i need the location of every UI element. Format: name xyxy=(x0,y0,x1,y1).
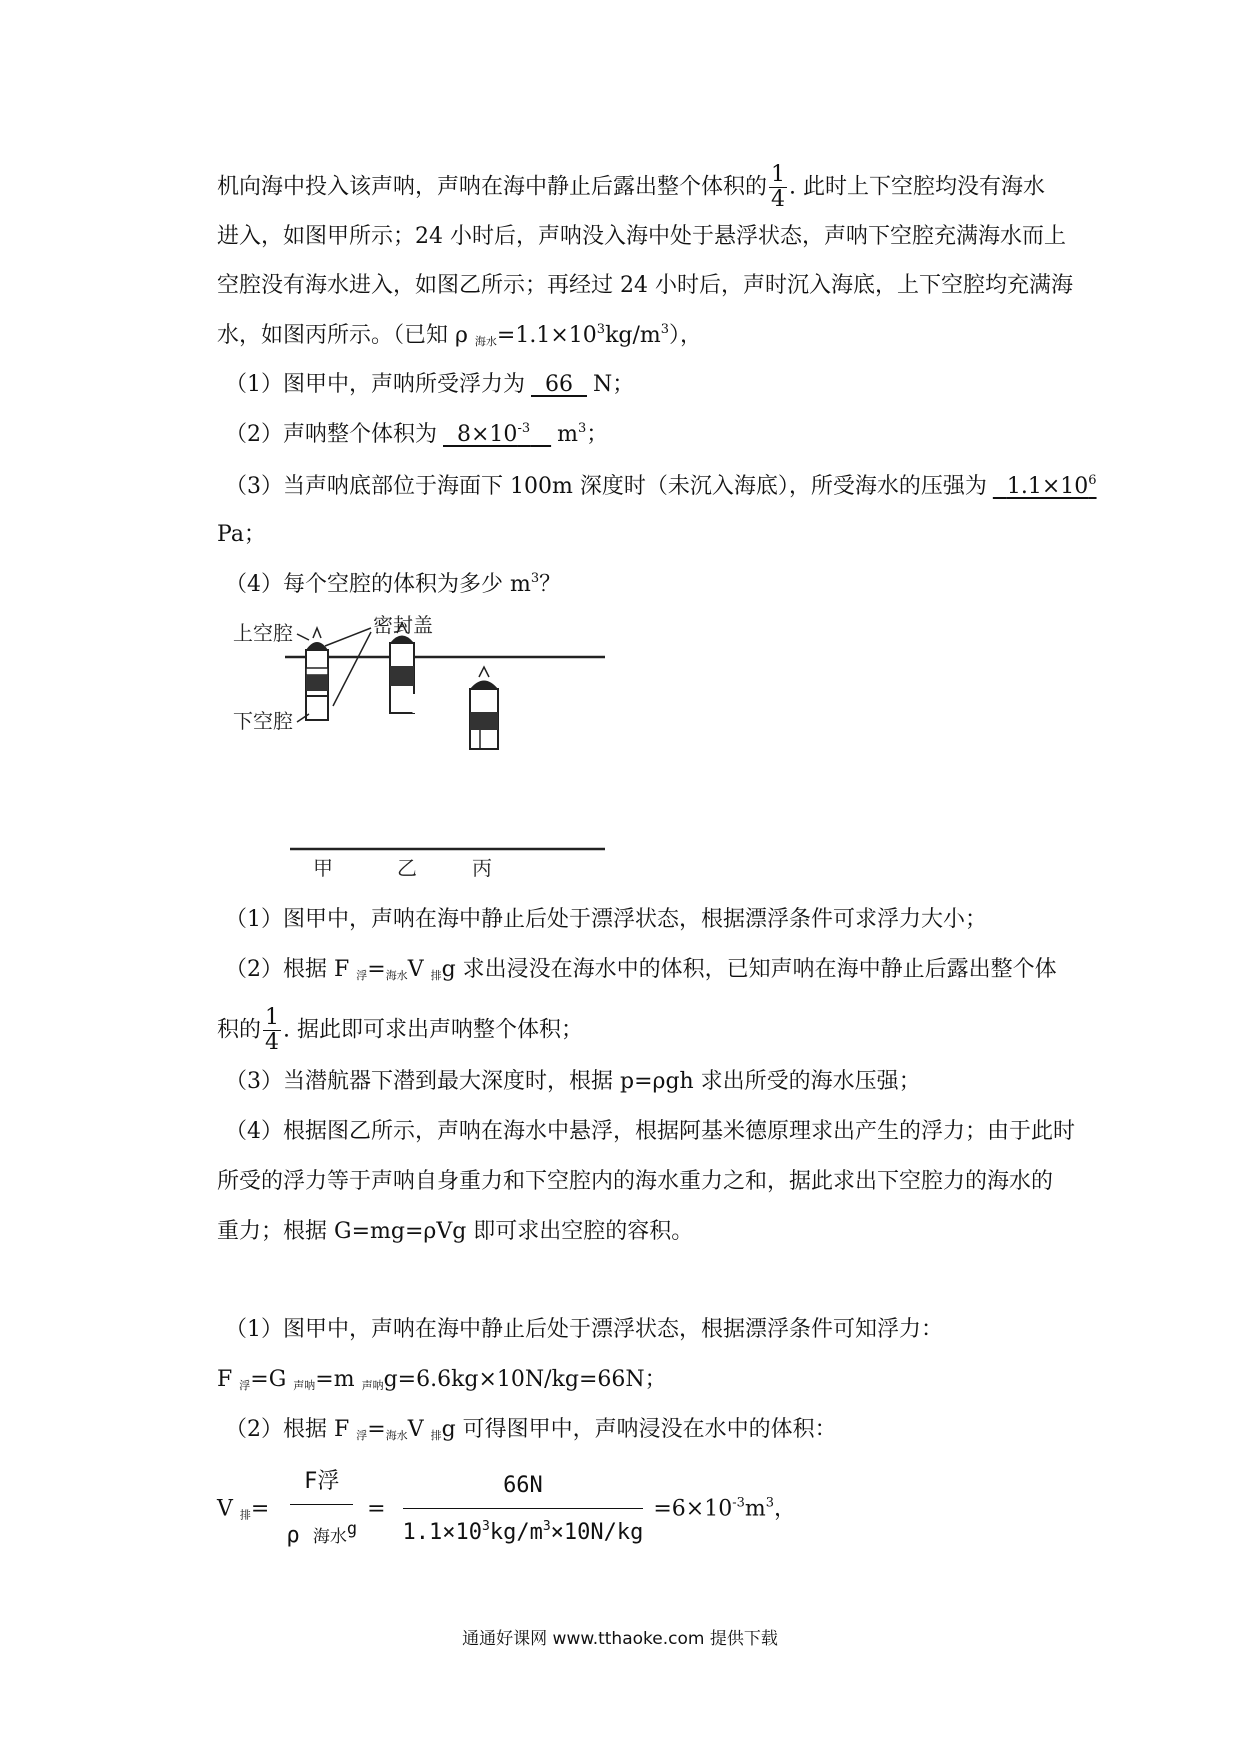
solid-middle xyxy=(306,675,328,691)
question-text: ； xyxy=(586,422,609,447)
fraction-denominator: 4 xyxy=(265,1030,280,1055)
sonar-bing xyxy=(470,667,498,749)
solution-text: =m xyxy=(315,1367,362,1392)
solution-3 xyxy=(225,1416,837,1444)
fraction-numerator: 1 xyxy=(771,162,786,187)
fraction-denominator: 4 xyxy=(771,187,786,212)
solution-text: = xyxy=(367,1417,386,1442)
superscript: -3 xyxy=(517,421,531,436)
question-text: （4）每个空腔的体积为多少 m xyxy=(225,572,531,597)
analysis-2-continued xyxy=(217,1006,583,1055)
denominator-text: 1.1×10 xyxy=(402,1520,482,1545)
fraction-numerator: 1 xyxy=(265,1005,280,1030)
answer-value: 8×10 xyxy=(457,422,518,447)
subscript: 声呐 xyxy=(361,1379,384,1392)
label-lower-cavity: 下空腔 xyxy=(233,709,293,733)
analysis-1: （1）图甲中，声呐在海中静止后处于漂浮状态，根据漂浮条件可求浮力大小； xyxy=(225,907,987,932)
leader-line xyxy=(325,628,371,646)
fraction-one-quarter xyxy=(769,163,787,212)
question-text: （3）当声呐底部位于海面下 100m 深度时（未沉入海底），所受海水的压强为 xyxy=(225,474,987,499)
answer-blank xyxy=(987,474,1103,499)
subscript-seawater: 海水 xyxy=(312,1527,347,1547)
leader-line xyxy=(297,634,309,640)
caption-yi: 乙 xyxy=(397,856,417,880)
solution-text: g=6.6kg×10N/kg=66N； xyxy=(383,1367,667,1392)
superscript: 3 xyxy=(596,322,606,337)
question-4 xyxy=(225,571,561,599)
intro-text: 机向海中投入该声呐，声呐在海中静止后露出整个体积的 xyxy=(217,174,768,200)
formula-lhs: V xyxy=(217,1496,240,1522)
analysis-text: 积的 xyxy=(217,1017,262,1043)
label-upper-cavity: 上空腔 xyxy=(233,621,293,645)
fraction-numerator: F浮 xyxy=(290,1464,353,1505)
intro-text: 水，如图丙所示。（已知 ρ xyxy=(217,323,475,348)
solution-text: F xyxy=(217,1367,240,1392)
fraction-numerator: 66N xyxy=(403,1468,643,1509)
solid-middle xyxy=(390,666,414,686)
question-text: N； xyxy=(593,372,635,397)
question-text: m xyxy=(557,422,578,447)
superscript: 3 xyxy=(660,322,670,337)
analysis-4-line-3: 重力；根据 G=mg=ρVg 即可求出空腔的容积。 xyxy=(217,1219,694,1244)
solution-4-formula xyxy=(217,1464,796,1555)
answer-value: 66 xyxy=(545,372,573,397)
fraction-denominator xyxy=(280,1505,363,1555)
fraction-denominator xyxy=(397,1509,650,1551)
solution-text: （2）根据 F xyxy=(225,1417,357,1442)
antenna-icon xyxy=(479,667,489,677)
question-3 xyxy=(225,473,1103,501)
analysis-text: g 求出浸没在海水中的体积，已知声呐在海中静止后露出整个体 xyxy=(441,957,1057,982)
intro-line-1 xyxy=(217,163,1045,212)
subscript: 海水 xyxy=(385,1429,408,1442)
subscript: 海水 xyxy=(474,335,497,348)
answer-blank xyxy=(525,372,593,397)
analysis-4-line-1: （4）根据图乙所示，声呐在海水中悬浮，根据阿基米德原理求出产生的浮力；由于此时 xyxy=(225,1119,1075,1144)
seal-cap xyxy=(470,681,498,690)
caption-jia: 甲 xyxy=(313,856,333,880)
analysis-text: V xyxy=(407,957,431,982)
solution-text: V xyxy=(407,1417,431,1442)
analysis-text: （2）根据 F xyxy=(225,957,357,982)
answer-value: 1.1×10 xyxy=(1006,474,1089,499)
solution-text: g 可得图甲中，声呐浸没在水中的体积： xyxy=(441,1417,837,1442)
superscript: 6 xyxy=(1088,473,1097,488)
subscript: 浮 xyxy=(356,969,368,982)
superscript: 3 xyxy=(542,1519,551,1534)
solution-2 xyxy=(217,1366,667,1394)
sonar-figure xyxy=(225,610,625,880)
superscript: 3 xyxy=(577,421,587,436)
intro-line-2: 进入，如图甲所示；24 小时后，声呐没入海中处于悬浮状态，声呐下空腔充满海水而上 xyxy=(217,224,1066,249)
question-text: ？ xyxy=(539,572,562,597)
leader-line xyxy=(333,632,371,706)
subscript: 声呐 xyxy=(293,1379,316,1392)
denominator-text: kg/m xyxy=(489,1520,543,1545)
analysis-3: （3）当潜航器下潜到最大深度时，根据 p=ρgh 求出所受的海水压强； xyxy=(225,1069,921,1094)
sonar-jia xyxy=(306,628,328,720)
caption-bing: 丙 xyxy=(472,856,492,880)
result-text: =6×10 xyxy=(653,1496,733,1522)
result-text: m xyxy=(744,1496,766,1522)
equals-sign: = xyxy=(250,1496,270,1522)
result-text: ， xyxy=(774,1496,797,1522)
gravity-symbol: g xyxy=(346,1519,358,1539)
superscript: 3 xyxy=(482,1519,490,1534)
question-text: （2）声呐整个体积为 xyxy=(225,422,437,447)
subscript: 排 xyxy=(430,969,442,982)
denominator-text: ×10N/kg xyxy=(550,1520,644,1545)
question-text: （1）图甲中，声呐所受浮力为 xyxy=(225,372,525,397)
rho-symbol: ρ xyxy=(286,1523,300,1548)
solid-middle xyxy=(470,712,498,730)
antenna-icon xyxy=(313,628,321,638)
label-seal-cap: 密封盖 xyxy=(373,613,433,637)
intro-text: ）， xyxy=(669,323,703,348)
intro-text: kg/m xyxy=(605,323,661,348)
question-2 xyxy=(225,421,608,449)
answer-blank xyxy=(437,422,557,447)
fraction-one-quarter xyxy=(263,1006,281,1055)
subscript: 海水 xyxy=(385,969,408,982)
fraction-numeric xyxy=(397,1468,650,1551)
subscript: 排 xyxy=(430,1429,442,1442)
question-1 xyxy=(225,371,634,399)
analysis-text: = xyxy=(367,957,386,982)
question-3-continued: Pa； xyxy=(217,522,266,547)
intro-text: =1.1×10 xyxy=(496,323,597,348)
upper-cavity-bottom xyxy=(306,668,328,675)
superscript: 3 xyxy=(530,571,540,586)
superscript: 3 xyxy=(765,1495,775,1511)
superscript: -3 xyxy=(732,1495,745,1511)
intro-line-3: 空腔没有海水进入，如图乙所示；再经过 24 小时后，声时沉入海底，上下空腔均充满海 xyxy=(217,273,1073,298)
intro-line-4 xyxy=(217,322,702,350)
equals-sign: = xyxy=(367,1496,386,1522)
analysis-4-line-2: 所受的浮力等于声呐自身重力和下空腔内的海水重力之和，据此求出下空腔力的海水的 xyxy=(217,1169,1054,1194)
intro-text: . 此时上下空腔均没有海水 xyxy=(789,174,1046,200)
solution-1: （1）图甲中，声呐在海中静止后处于漂浮状态，根据漂浮条件可知浮力： xyxy=(225,1317,943,1342)
subscript: 浮 xyxy=(356,1429,368,1442)
analysis-2 xyxy=(225,956,1057,984)
analysis-text: . 据此即可求出声呐整个体积； xyxy=(283,1017,584,1043)
seal-cap xyxy=(306,642,328,650)
page-footer: 通通好课网 www.tthaoke.com 提供下载 xyxy=(462,1629,778,1649)
subscript: 浮 xyxy=(239,1379,251,1392)
solution-text: =G xyxy=(250,1367,294,1392)
subscript: 排 xyxy=(239,1508,251,1522)
fraction-buoyancy-over-density xyxy=(280,1464,363,1555)
